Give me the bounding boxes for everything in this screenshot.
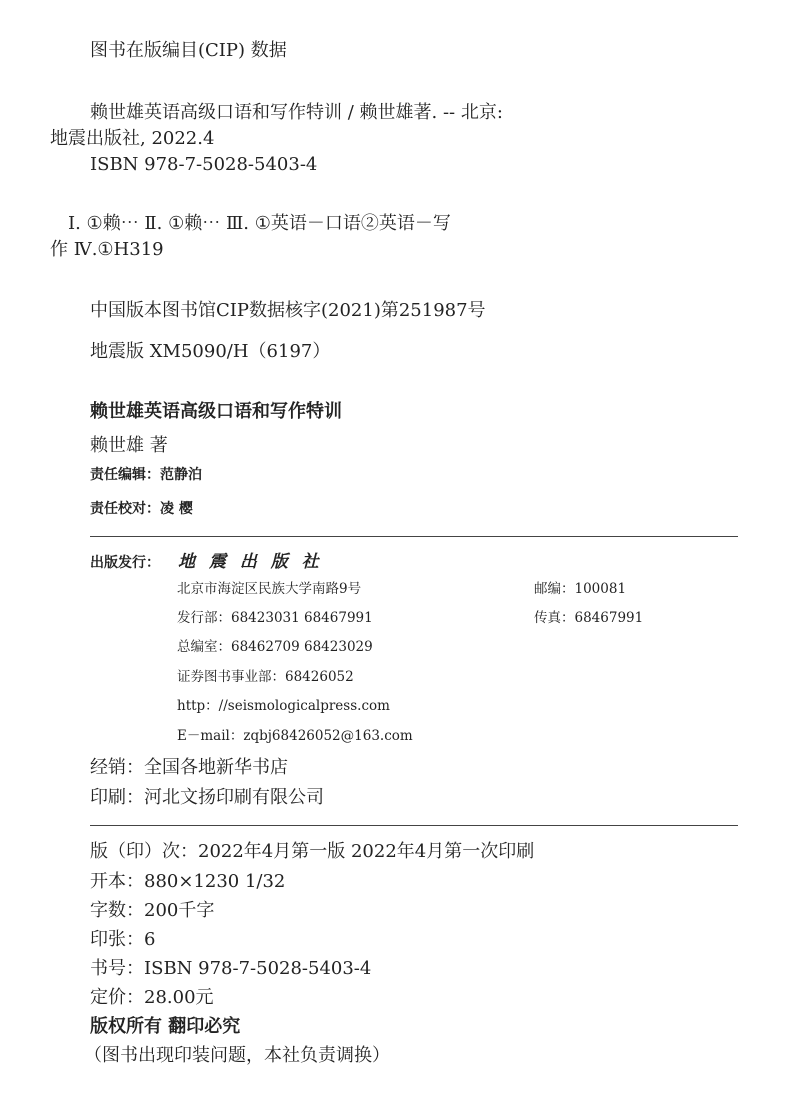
cip-entry-line1: 赖世雄英语高级口语和写作特训 / 赖世雄著. -- 北京: (90, 102, 503, 123)
sales-dept-phone: 发行部：68423031 68467991 (177, 610, 373, 626)
format-info: 开本：880×1230 1/32 (90, 871, 286, 892)
distributor: 经销：全国各地新华书店 (90, 757, 288, 778)
printed-sheets: 印张：6 (90, 929, 156, 950)
publisher-name-calligraphy: 地 震 出 版 社 (178, 552, 323, 572)
book-title: 赖世雄英语高级口语和写作特训 (90, 401, 342, 422)
replacement-notice: （图书出现印装问题，本社负责调换） (84, 1045, 390, 1066)
cip-heading: 图书在版编目(CIP) 数据 (90, 40, 287, 61)
cip-subject-line1: Ⅰ. ①赖⋯ Ⅱ. ①赖⋯ Ⅲ. ①英语－口语②英语－写 (68, 213, 451, 234)
publisher-website: http：//seismologicalpress.com (177, 698, 390, 714)
cip-entry-line2: 地震出版社, 2022.4 (50, 128, 215, 149)
editorial-office-phone: 总编室：68462709 68423029 (177, 639, 373, 655)
copyright-notice: 版权所有 翻印必究 (90, 1016, 241, 1037)
word-count: 字数：200千字 (90, 900, 215, 921)
publisher-email: E－mail：zqbj68426052@163.com (177, 728, 413, 744)
divider-top (90, 536, 738, 537)
edition-info: 版（印）次：2022年4月第一版 2022年4月第一次印刷 (90, 841, 535, 862)
securities-dept-phone: 证券图书事业部：68426052 (177, 669, 354, 685)
cip-isbn-line: ISBN 978-7-5028-5403-4 (90, 154, 318, 175)
cip-number: 中国版本图书馆CIP数据核字(2021)第251987号 (90, 300, 486, 321)
publisher-address: 北京市海淀区民族大学南路9号 (177, 581, 362, 597)
book-author: 赖世雄 著 (90, 435, 168, 456)
divider-bottom (90, 825, 738, 826)
responsible-proofreader: 责任校对：凌 樱 (90, 501, 193, 517)
cip-subject-line2: 作 Ⅳ.①H319 (50, 239, 164, 260)
printer: 印刷：河北文扬印刷有限公司 (90, 787, 324, 808)
price: 定价：28.00元 (90, 987, 214, 1008)
publisher-postcode: 邮编：100081 (534, 581, 627, 597)
fax-number: 传真：68467991 (534, 610, 644, 626)
book-number: 书号：ISBN 978-7-5028-5403-4 (90, 958, 372, 979)
publisher-code: 地震版 XM5090/H（6197） (90, 341, 331, 362)
publisher-label: 出版发行： (90, 555, 160, 571)
responsible-editor: 责任编辑：范静泊 (90, 467, 202, 483)
